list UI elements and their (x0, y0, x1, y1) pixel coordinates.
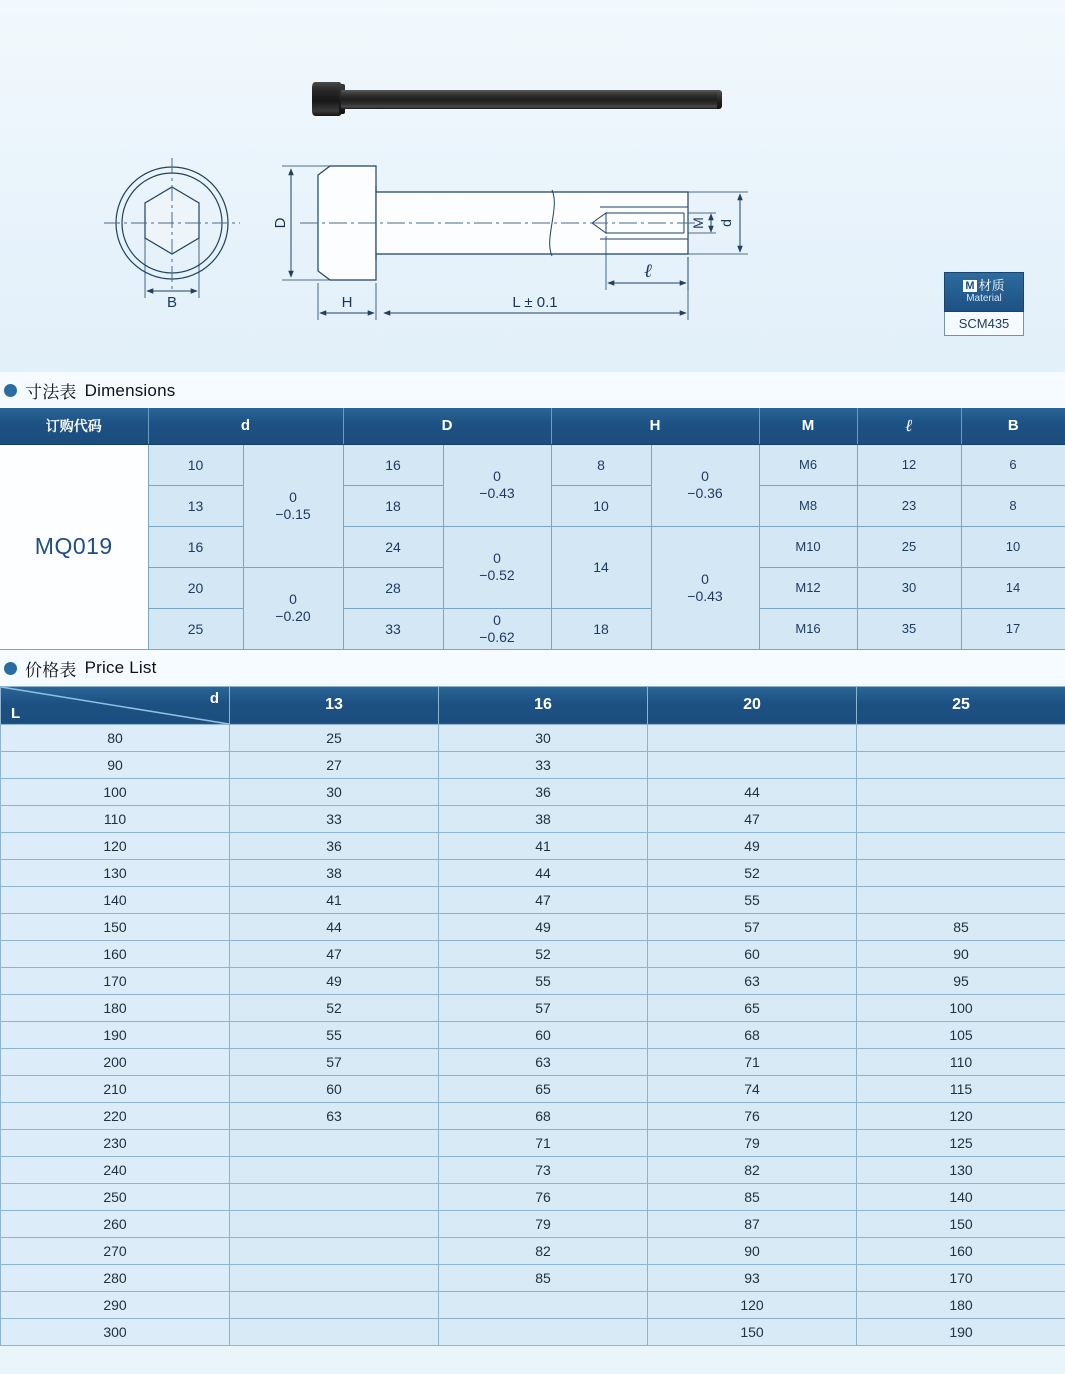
price-col-20: 20 (648, 686, 857, 724)
dimensions-body (0, 444, 1065, 649)
price-cell-d16: 52 (439, 940, 648, 967)
price-cell-d25: 140 (857, 1183, 1065, 1210)
price-cell-d16 (439, 1318, 648, 1345)
price-cell-d25 (857, 751, 1065, 778)
price-row-label: 290 (1, 1291, 230, 1318)
price-cell-d20: 47 (648, 805, 857, 832)
price-cell-d16: 44 (439, 859, 648, 886)
price-row-label: 220 (1, 1102, 230, 1129)
dimensions-section-heading (0, 372, 1065, 408)
photo-pin-shaft (341, 90, 720, 109)
price-cell-d20: 87 (648, 1210, 857, 1237)
price-cell-d25: 180 (857, 1291, 1065, 1318)
price-cell-d20: 76 (648, 1102, 857, 1129)
price-cell-d13: 38 (230, 859, 439, 886)
d-tol-upper-2: 0 (289, 591, 297, 607)
table-row (1, 1210, 1065, 1237)
H-tol-upper-1: 0 (701, 468, 709, 484)
price-cell-d25 (857, 859, 1065, 886)
price-cell-d20: 44 (648, 778, 857, 805)
cell-l: 23 (857, 485, 961, 526)
price-cell-d25: 170 (857, 1264, 1065, 1291)
price-heading-en: Price List (84, 658, 157, 677)
dim-header-d: d (148, 408, 343, 444)
material-badge-header (944, 272, 1024, 312)
price-cell-d16: 68 (439, 1102, 648, 1129)
price-row-label: 240 (1, 1156, 230, 1183)
cell-d-tolerance (243, 444, 343, 567)
cell-l: 30 (857, 567, 961, 608)
price-cell-d25: 120 (857, 1102, 1065, 1129)
price-cell-d13: 33 (230, 805, 439, 832)
table-row (1, 913, 1065, 940)
cell-M: M6 (759, 444, 857, 485)
price-cell-d20: 79 (648, 1129, 857, 1156)
price-col-25: 25 (857, 686, 1065, 724)
cell-d-tolerance (243, 567, 343, 649)
price-cell-d16: 85 (439, 1264, 648, 1291)
price-col-13: 13 (230, 686, 439, 724)
price-cell-d20 (648, 724, 857, 751)
price-cell-d16: 63 (439, 1048, 648, 1075)
price-cell-d16: 47 (439, 886, 648, 913)
D-tol-upper-2: 0 (493, 550, 501, 566)
price-cell-d20: 85 (648, 1183, 857, 1210)
dimensions-table (0, 408, 1065, 650)
price-cell-d13: 41 (230, 886, 439, 913)
table-row (1, 1075, 1065, 1102)
cell-d: 10 (148, 444, 243, 485)
price-corner-cell (1, 686, 230, 724)
price-table-body (1, 724, 1065, 1345)
cell-D: 18 (343, 485, 443, 526)
dimensions-heading-cn: 寸法表 (25, 383, 77, 402)
table-row (1, 1237, 1065, 1264)
table-row (1, 859, 1065, 886)
price-cell-d16: 82 (439, 1237, 648, 1264)
price-cell-d25 (857, 832, 1065, 859)
photo-pin-head (312, 82, 342, 116)
material-badge-letter: M (965, 280, 975, 292)
price-cell-d25: 130 (857, 1156, 1065, 1183)
cell-l: 35 (857, 608, 961, 649)
price-cell-d13: 44 (230, 913, 439, 940)
price-row-label: 200 (1, 1048, 230, 1075)
table-row (1, 1129, 1065, 1156)
price-cell-d13 (230, 1291, 439, 1318)
price-cell-d13: 36 (230, 832, 439, 859)
d-tol-lower-2: −0.20 (275, 608, 311, 624)
price-section-heading (0, 650, 1065, 686)
price-cell-d20 (648, 751, 857, 778)
technical-drawing (0, 150, 1065, 340)
price-row-label: 230 (1, 1129, 230, 1156)
cell-H: 8 (551, 444, 651, 485)
price-cell-d13 (230, 1183, 439, 1210)
product-photo (312, 78, 720, 120)
price-cell-d20: 90 (648, 1237, 857, 1264)
price-cell-d25: 95 (857, 967, 1065, 994)
price-cell-d25: 105 (857, 1021, 1065, 1048)
price-row-label: 250 (1, 1183, 230, 1210)
table-row (1, 940, 1065, 967)
table-row (1, 1183, 1065, 1210)
price-cell-d13: 60 (230, 1075, 439, 1102)
cell-d: 13 (148, 485, 243, 526)
cell-B: 8 (961, 485, 1065, 526)
price-cell-d16: 49 (439, 913, 648, 940)
D-tol-lower-2: −0.52 (479, 567, 515, 583)
price-cell-d25: 190 (857, 1318, 1065, 1345)
illustration-area (0, 0, 1065, 372)
price-row-axis-label: L (11, 704, 21, 722)
cell-D-tolerance (443, 608, 551, 649)
price-row-label: 160 (1, 940, 230, 967)
H-tol-lower-2: −0.43 (687, 587, 723, 604)
price-row-label: 150 (1, 913, 230, 940)
price-row-label: 260 (1, 1210, 230, 1237)
table-row (1, 1021, 1065, 1048)
H-tol-lower-1: −0.36 (687, 485, 723, 501)
cell-l: 12 (857, 444, 961, 485)
price-cell-d25 (857, 805, 1065, 832)
price-cell-d25: 85 (857, 913, 1065, 940)
price-cell-d20: 82 (648, 1156, 857, 1183)
price-cell-d13 (230, 1237, 439, 1264)
cell-H: 14 (551, 526, 651, 608)
d-tol-upper-1: 0 (289, 488, 297, 505)
price-cell-d16: 41 (439, 832, 648, 859)
cell-H: 18 (551, 608, 651, 649)
dim-header-H: H (551, 408, 759, 444)
H-tol-upper-2: 0 (701, 570, 709, 587)
table-row (1, 967, 1065, 994)
label-M: M (690, 217, 706, 229)
price-cell-d13: 55 (230, 1021, 439, 1048)
dim-header-l: ℓ (857, 408, 961, 444)
material-badge (944, 272, 1024, 336)
table-row (1, 1048, 1065, 1075)
dimensions-header-row (0, 408, 1065, 444)
price-cell-d13 (230, 1264, 439, 1291)
bullet-icon (4, 384, 17, 397)
cell-D: 28 (343, 567, 443, 608)
table-row (0, 444, 1065, 485)
price-cell-d20: 65 (648, 994, 857, 1021)
cell-D-tolerance (443, 444, 551, 526)
cell-H-tolerance (651, 444, 759, 526)
table-row (1, 1102, 1065, 1129)
price-cell-d13 (230, 1129, 439, 1156)
price-cell-d25 (857, 778, 1065, 805)
cell-d: 20 (148, 567, 243, 608)
price-cell-d16: 65 (439, 1075, 648, 1102)
cell-D: 24 (343, 526, 443, 567)
price-cell-d16: 76 (439, 1183, 648, 1210)
material-label-cn-wrap (947, 278, 1021, 293)
price-cell-d16: 71 (439, 1129, 648, 1156)
dim-header-M: M (759, 408, 857, 444)
table-row (1, 778, 1065, 805)
price-cell-d13: 25 (230, 724, 439, 751)
cell-D: 33 (343, 608, 443, 649)
label-H: H (341, 294, 353, 311)
cell-M: M12 (759, 567, 857, 608)
price-row-label: 140 (1, 886, 230, 913)
price-cell-d20: 63 (648, 967, 857, 994)
label-d: d (718, 219, 734, 227)
D-tol-lower-3: −0.62 (479, 628, 515, 645)
D-tol-lower-1: −0.43 (479, 485, 515, 501)
price-cell-d20: 71 (648, 1048, 857, 1075)
cell-d: 16 (148, 526, 243, 567)
table-row (0, 526, 1065, 567)
material-value: SCM435 (944, 312, 1024, 336)
price-row-label: 280 (1, 1264, 230, 1291)
price-cell-d20: 93 (648, 1264, 857, 1291)
dim-header-code: 订购代码 (0, 408, 148, 444)
price-cell-d25: 100 (857, 994, 1065, 1021)
price-cell-d20: 150 (648, 1318, 857, 1345)
table-row (1, 1156, 1065, 1183)
price-heading-cn: 价格表 (25, 660, 77, 680)
price-cell-d25: 115 (857, 1075, 1065, 1102)
price-cell-d20: 49 (648, 832, 857, 859)
price-cell-d20: 120 (648, 1291, 857, 1318)
d-tol-lower-1: −0.15 (275, 505, 311, 522)
price-cell-d13 (230, 1156, 439, 1183)
price-cell-d13: 52 (230, 994, 439, 1021)
price-header-row (1, 686, 1065, 724)
cell-M: M8 (759, 485, 857, 526)
cell-D-tolerance (443, 526, 551, 608)
price-cell-d16: 73 (439, 1156, 648, 1183)
price-cell-d13: 57 (230, 1048, 439, 1075)
price-row-label: 210 (1, 1075, 230, 1102)
corner-diagonal-line (1, 687, 229, 724)
dim-header-B: B (961, 408, 1065, 444)
price-row-label: 110 (1, 805, 230, 832)
price-cell-d13: 49 (230, 967, 439, 994)
cell-H-tolerance (651, 526, 759, 649)
price-cell-d25: 90 (857, 940, 1065, 967)
dimensions-heading-en: Dimensions (84, 380, 176, 400)
table-row (1, 805, 1065, 832)
cell-B: 17 (961, 608, 1065, 649)
price-cell-d13: 47 (230, 940, 439, 967)
table-row (1, 994, 1065, 1021)
cell-B: 14 (961, 567, 1065, 608)
label-D: D (272, 217, 289, 229)
price-cell-d25: 160 (857, 1237, 1065, 1264)
price-cell-d16: 33 (439, 751, 648, 778)
price-row-label: 90 (1, 751, 230, 778)
price-row-label: 100 (1, 778, 230, 805)
price-cell-d20: 55 (648, 886, 857, 913)
price-cell-d20: 74 (648, 1075, 857, 1102)
price-cell-d16: 30 (439, 724, 648, 751)
price-row-label: 80 (1, 724, 230, 751)
price-row-label: 300 (1, 1318, 230, 1345)
product-code-cell: MQ019 (0, 444, 148, 649)
price-cell-d16: 57 (439, 994, 648, 1021)
price-cell-d16: 60 (439, 1021, 648, 1048)
table-row (1, 1291, 1065, 1318)
price-row-label: 170 (1, 967, 230, 994)
price-cell-d25 (857, 724, 1065, 751)
price-row-label: 130 (1, 859, 230, 886)
dim-header-D: D (343, 408, 551, 444)
price-cell-d13 (230, 1318, 439, 1345)
price-table (0, 686, 1065, 1346)
price-cell-d13 (230, 1210, 439, 1237)
price-cell-d20: 60 (648, 940, 857, 967)
label-L: L ± 0.1 (512, 294, 558, 311)
price-cell-d25 (857, 886, 1065, 913)
price-row-label: 190 (1, 1021, 230, 1048)
label-B: B (166, 294, 178, 311)
price-row-label: 270 (1, 1237, 230, 1264)
cell-B: 10 (961, 526, 1065, 567)
price-cell-d13: 27 (230, 751, 439, 778)
table-row (1, 886, 1065, 913)
table-row (1, 832, 1065, 859)
price-row-label: 180 (1, 994, 230, 1021)
price-cell-d16 (439, 1291, 648, 1318)
price-cell-d25: 125 (857, 1129, 1065, 1156)
price-cell-d20: 52 (648, 859, 857, 886)
D-tol-upper-3: 0 (493, 611, 501, 628)
price-cell-d16: 79 (439, 1210, 648, 1237)
price-cell-d16: 55 (439, 967, 648, 994)
cell-d: 25 (148, 608, 243, 649)
table-row (0, 608, 1065, 649)
price-cell-d13: 63 (230, 1102, 439, 1129)
cell-l: 25 (857, 526, 961, 567)
price-col-16: 16 (439, 686, 648, 724)
table-row (1, 1318, 1065, 1345)
cell-H: 10 (551, 485, 651, 526)
bullet-icon (4, 662, 17, 675)
material-label-cn: 材质 (978, 278, 1005, 293)
table-row (1, 724, 1065, 751)
cell-D: 16 (343, 444, 443, 485)
price-cell-d20: 68 (648, 1021, 857, 1048)
cell-M: M16 (759, 608, 857, 649)
cell-B: 6 (961, 444, 1065, 485)
price-row-label: 120 (1, 832, 230, 859)
price-cell-d16: 38 (439, 805, 648, 832)
material-label-en: Material (966, 293, 1002, 304)
price-col-axis-label: d (209, 689, 219, 707)
D-tol-upper-1: 0 (493, 468, 501, 484)
price-cell-d25: 150 (857, 1210, 1065, 1237)
price-cell-d13: 30 (230, 778, 439, 805)
price-cell-d16: 36 (439, 778, 648, 805)
label-l: ℓ (644, 261, 652, 282)
price-cell-d20: 57 (648, 913, 857, 940)
price-cell-d25: 110 (857, 1048, 1065, 1075)
table-row (1, 1264, 1065, 1291)
cell-M: M10 (759, 526, 857, 567)
table-row (1, 751, 1065, 778)
